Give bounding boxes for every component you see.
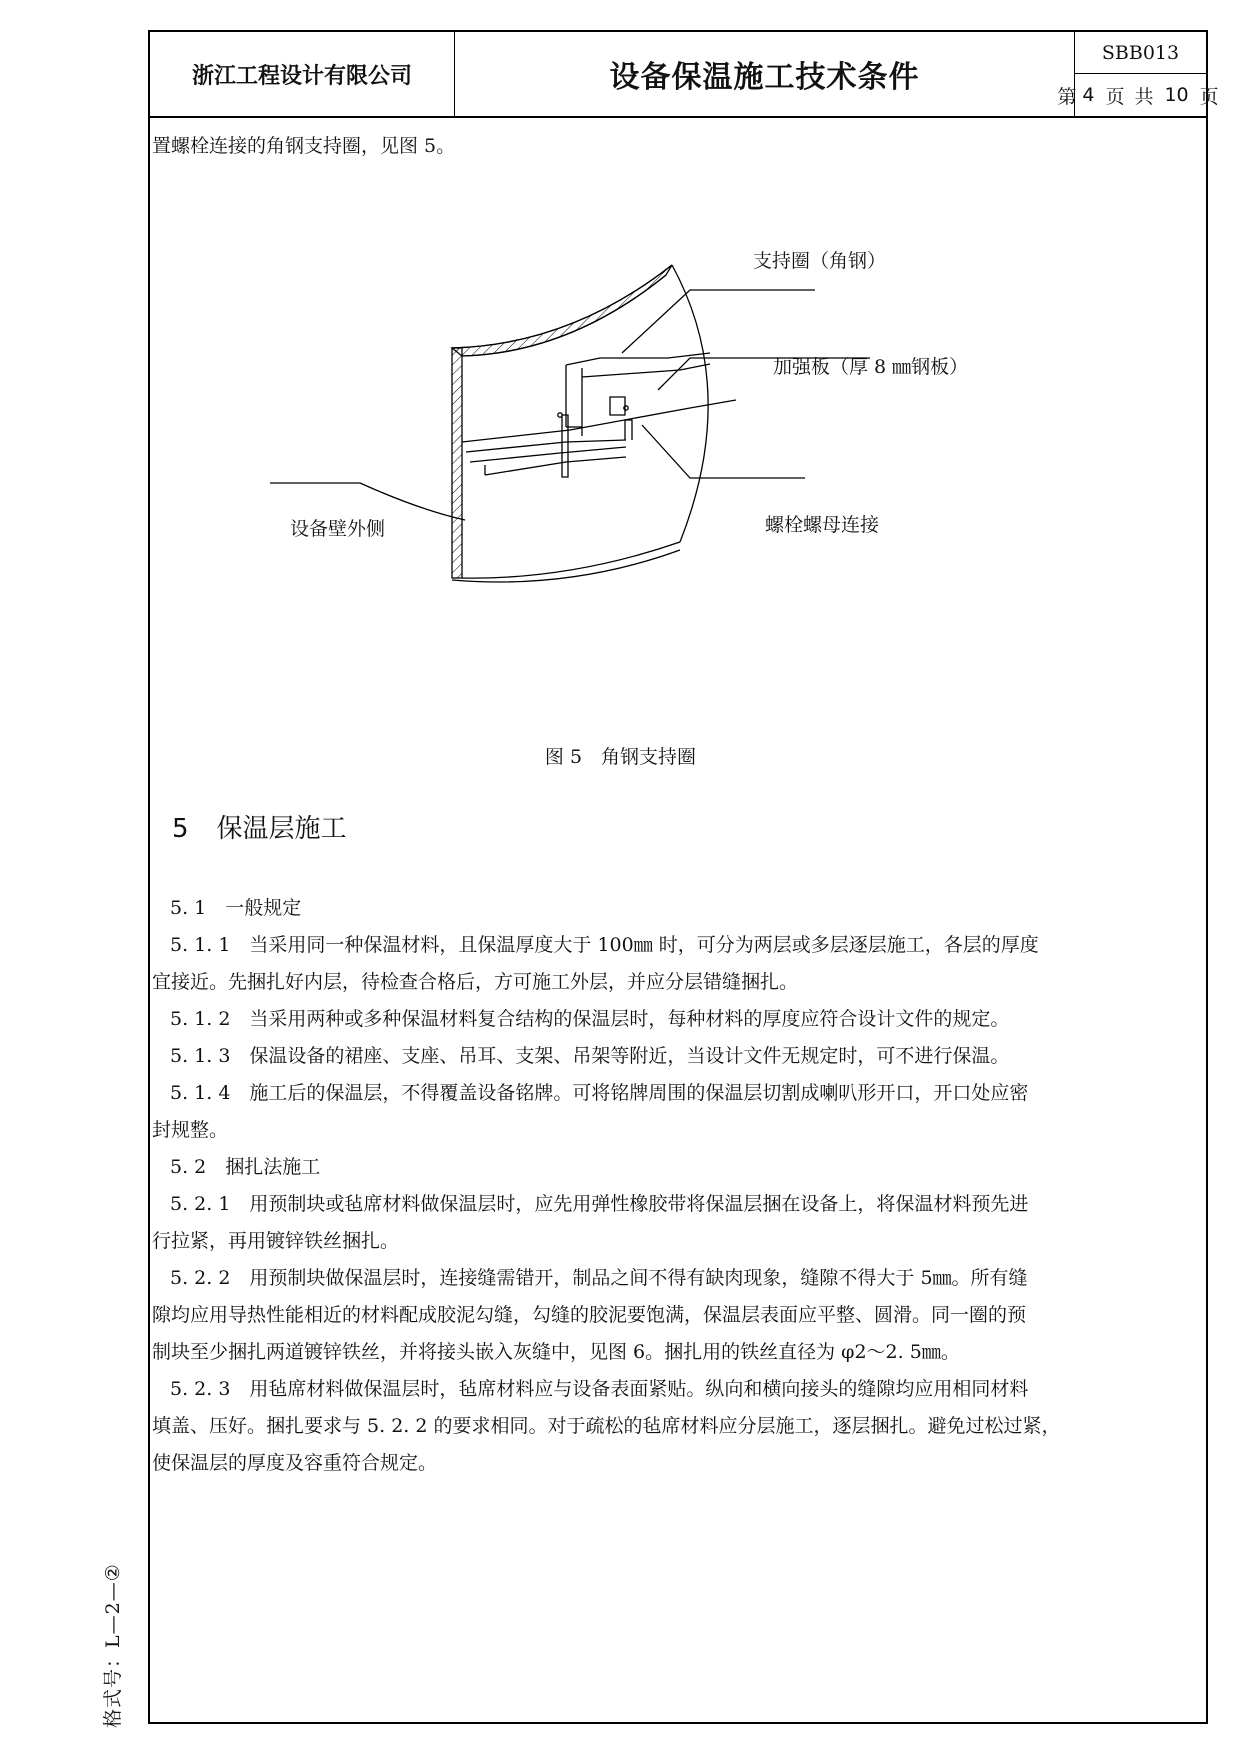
- paragraph-line: 使保温层的厚度及容重符合规定。: [152, 1452, 438, 1474]
- format-number-label: 格式号：L—2—②: [102, 1563, 124, 1728]
- paragraph-line: 5. 2. 1 用预制块或毡席材料做保温层时，应先用弹性橡胶带将保温层捆在设备上，将保温材料预先进: [170, 1193, 1029, 1215]
- paragraph-line: 隙均应用导热性能相近的材料配成胶泥勾缝，勾缝的胶泥要饱满，保温层表面应平整、圆滑。同一圈的预: [152, 1304, 1027, 1326]
- company-name: 浙江工程设计有限公司: [150, 32, 455, 116]
- intro-line: 置螺栓连接的角钢支持圈，见图 5。: [152, 135, 456, 157]
- paragraph-line: 制块至少捆扎两道镀锌铁丝，并将接头嵌入灰缝中，见图 6。捆扎用的铁丝直径为 φ2～2. 5㎜。: [152, 1341, 960, 1363]
- paragraph-line: 填盖、压好。捆扎要求与 5. 2. 2 的要求相同。对于疏松的毡席材料应分层施工，逐层捆扎。避免过松过紧，: [152, 1415, 1061, 1437]
- section-heading: [172, 808, 347, 845]
- page-label-mid: 页: [1105, 85, 1125, 108]
- paragraph-line: 5. 1 一般规定: [170, 897, 302, 919]
- doc-info-cell: [1057, 32, 1219, 116]
- paragraph-line: 5. 1. 4 施工后的保温层，不得覆盖设备铭牌。可将铭牌周围的保温层切割成喇叭形开口，开口处应密: [170, 1082, 1029, 1104]
- paragraph-line: 宜接近。先捆扎好内层，待检查合格后，方可施工外层，并应分层错缝捆扎。: [152, 971, 799, 993]
- paragraph-line: 5. 2. 2 用预制块做保温层时，连接缝需错开，制品之间不得有缺肉现象，缝隙不得大于 5㎜。所有缝: [170, 1267, 1028, 1289]
- paragraph-line: 行拉紧，再用镀锌铁丝捆扎。: [152, 1230, 400, 1252]
- page-current: 4: [1082, 84, 1095, 106]
- document-title: 设备保温施工技术条件: [455, 32, 1075, 116]
- label-equipment-wall: 设备壁外侧: [290, 518, 386, 540]
- paragraph-line: 5. 1. 1 当采用同一种保温材料，且保温厚度大于 100㎜ 时，可分为两层或多层逐层施工，各层的厚度: [170, 934, 1039, 956]
- paragraph-line: 5. 1. 3 保温设备的裙座、支座、吊耳、支架、吊架等附近，当设计文件无规定时，可不进行保温。: [170, 1045, 1010, 1067]
- paragraph-line: 封规整。: [152, 1119, 229, 1141]
- paragraph-line: 5. 1. 2 当采用两种或多种保温材料复合结构的保温层时，每种材料的厚度应符合设计文件的规定。: [170, 1008, 1010, 1030]
- page-label-post: 页: [1199, 85, 1219, 108]
- doc-code: SBB013: [1075, 32, 1206, 74]
- page-label-total-pre: 共: [1134, 85, 1154, 108]
- section-number: 5: [172, 814, 189, 844]
- page-indicator: [1057, 74, 1219, 116]
- paragraph-line: 5. 2 捆扎法施工: [170, 1156, 321, 1178]
- header-table: [150, 32, 1219, 118]
- label-bolt-nut: 螺栓螺母连接: [765, 514, 880, 536]
- label-support-ring: 支持圈（角钢）: [753, 250, 887, 272]
- paragraph-line: 5. 2. 3 用毡席材料做保温层时，毡席材料应与设备表面紧贴。纵向和横向接头的缝隙均应用相同材料: [170, 1378, 1029, 1400]
- section-title: 保温层施工: [216, 814, 347, 844]
- page-label-pre: 第: [1057, 85, 1077, 108]
- page-total: 10: [1164, 84, 1189, 106]
- figure-caption: 图 5 角钢支持圈: [544, 746, 697, 768]
- label-reinforcing-plate: 加强板（厚 8 ㎜钢板）: [773, 356, 969, 378]
